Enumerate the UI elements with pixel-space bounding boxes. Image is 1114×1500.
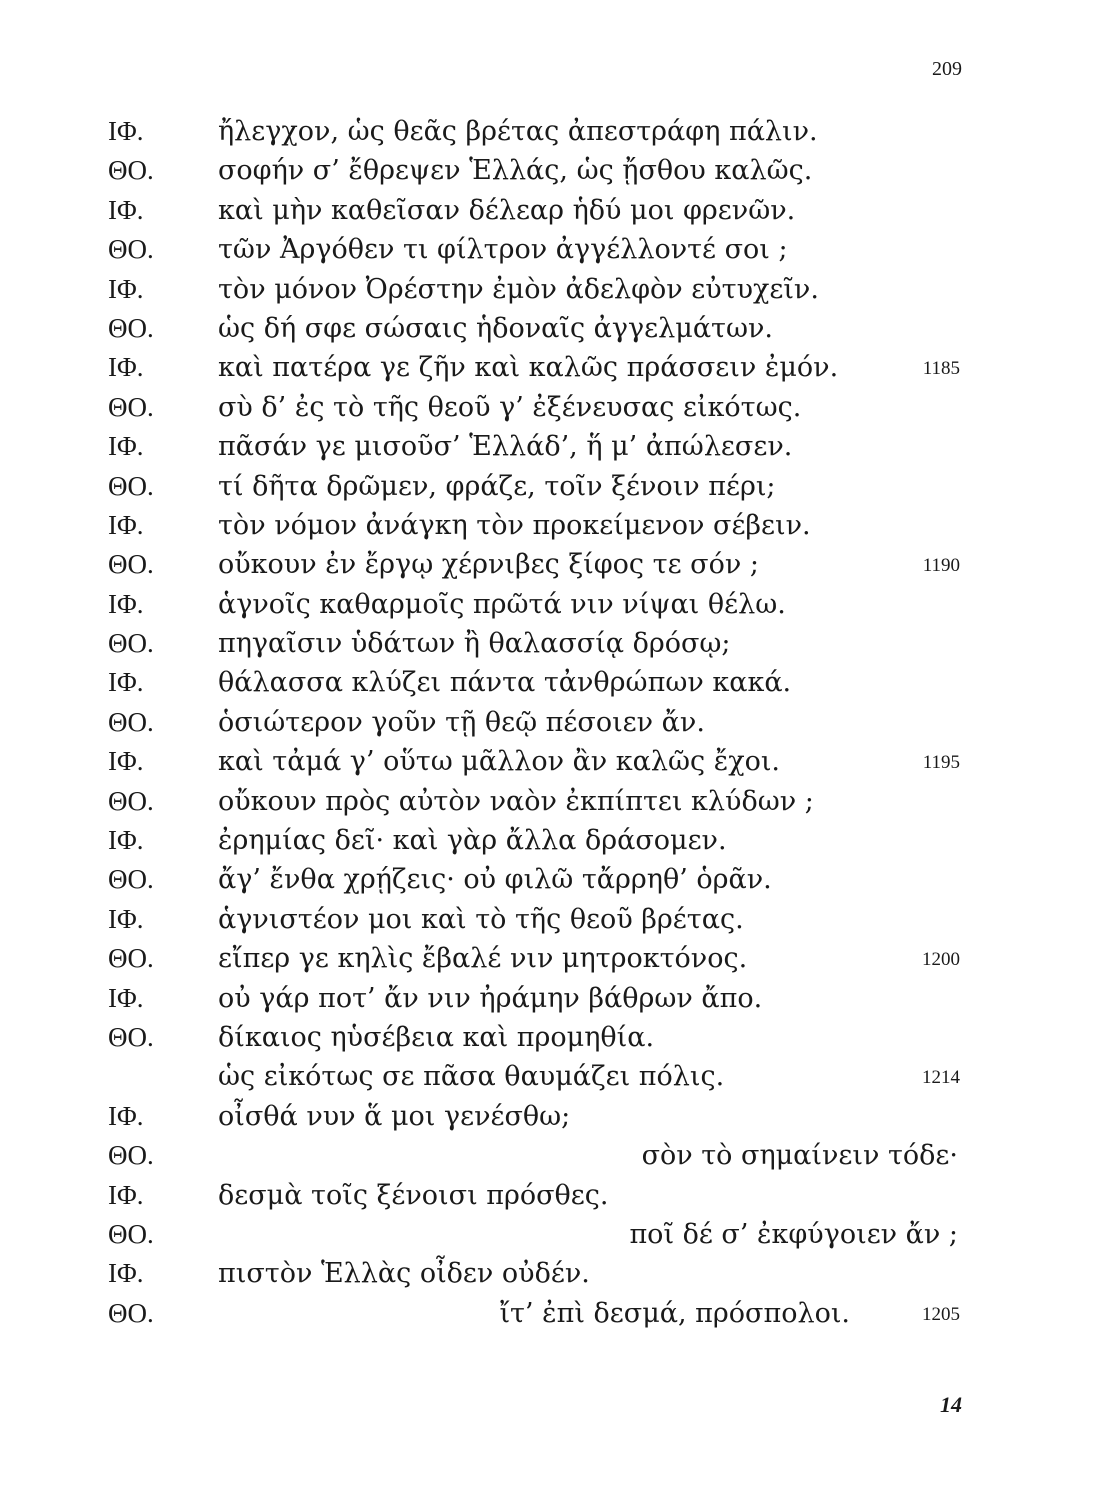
verse-text: πηγαῖσιν ὑδάτων ἢ θαλασσίᾳ δρόσῳ; bbox=[218, 628, 731, 660]
verse-line bbox=[0, 270, 1114, 309]
verse-text: τί δῆτα δρῶμεν, φράζε, τοῖν ξένοιν πέρι; bbox=[218, 470, 776, 502]
verse-line bbox=[0, 191, 1114, 230]
speaker-label: ΘΟ. bbox=[108, 1021, 154, 1052]
verse-line bbox=[0, 663, 1114, 702]
verse-line bbox=[0, 742, 1114, 781]
speaker-label: ΙΦ. bbox=[108, 588, 144, 619]
speaker-label: ΙΦ. bbox=[108, 431, 144, 462]
speaker-label: ΘΟ. bbox=[108, 943, 154, 974]
verse-line bbox=[0, 151, 1114, 190]
verse-line bbox=[0, 1018, 1114, 1057]
speaker-label: ΙΦ. bbox=[108, 1258, 144, 1289]
line-number: 1205 bbox=[922, 1303, 960, 1325]
speaker-label: ΙΦ. bbox=[108, 667, 144, 698]
verse-line bbox=[0, 388, 1114, 427]
verse-line bbox=[0, 467, 1114, 506]
speaker-label: ΘΟ. bbox=[108, 1140, 154, 1171]
speaker-label: ΙΦ. bbox=[108, 825, 144, 856]
speaker-label: ΙΦ. bbox=[108, 116, 144, 146]
verse-line bbox=[0, 900, 1114, 939]
line-number: 1200 bbox=[922, 949, 960, 971]
verse-line bbox=[0, 112, 1114, 151]
speaker-label: ΙΦ. bbox=[108, 746, 144, 777]
verse-line bbox=[0, 1294, 1114, 1333]
verse-text: ἁγνοῖς καθαρμοῖς πρῶτά νιν νίψαι θέλω. bbox=[218, 588, 786, 620]
speaker-label: ΙΦ. bbox=[108, 509, 144, 540]
speaker-label: ΘΟ. bbox=[108, 234, 154, 265]
verse-line bbox=[0, 1136, 1114, 1175]
verse-line bbox=[0, 979, 1114, 1018]
verse-text: ὁσιώτερον γοῦν τῇ θεῷ πέσοιεν ἄν. bbox=[218, 706, 705, 738]
verse-line bbox=[0, 939, 1114, 978]
verse-line bbox=[0, 585, 1114, 624]
speaker-label: ΙΦ. bbox=[108, 273, 144, 304]
line-number: 1214 bbox=[922, 1067, 960, 1089]
verse-text: τῶν Ἀργόθεν τι φίλτρον ἀγγέλλοντέ σοι ; bbox=[218, 234, 788, 266]
verse-line bbox=[0, 821, 1114, 860]
verse-text: καὶ πατέρα γε ζῆν καὶ καλῶς πράσσειν ἐμόν. bbox=[218, 352, 839, 384]
verse-line bbox=[0, 1254, 1114, 1293]
verse-text: ἐρημίας δεῖ· καὶ γὰρ ἄλλα δράσομεν. bbox=[218, 825, 727, 857]
verse-line bbox=[0, 1215, 1114, 1254]
verse-text: τὸν νόμον ἀνάγκη τὸν προκείμενον σέβειν. bbox=[218, 509, 811, 541]
signature-mark: 14 bbox=[940, 1392, 962, 1417]
verse-text: ἤλεγχον, ὡς θεᾶς βρέτας ἀπεστράφη πάλιν. bbox=[218, 116, 818, 147]
verse-line bbox=[0, 624, 1114, 663]
verse-text: ὡς εἰκότως σε πᾶσα θαυμάζει πόλις. bbox=[218, 1061, 725, 1093]
verse-text: ποῖ δέ σ’ ἐκφύγοιεν ἄν ; bbox=[629, 1218, 958, 1250]
verse-text: ὡς δή σφε σώσαις ἡδοναῖς ἀγγελμάτων. bbox=[218, 312, 774, 344]
speaker-label: ΙΦ. bbox=[108, 1179, 144, 1210]
verse-line bbox=[0, 782, 1114, 821]
verse-text: εἴπερ γε κηλὶς ἔβαλέ νιν μητροκτόνος. bbox=[218, 943, 748, 975]
verse-text: ἴτ’ ἐπὶ δεσμά, πρόσπολοι. bbox=[499, 1297, 850, 1329]
speaker-label: ΘΟ. bbox=[108, 628, 154, 659]
verse-text: τὸν μόνον Ὀρέστην ἐμὸν ἀδελφὸν εὐτυχεῖν. bbox=[218, 273, 819, 305]
speaker-label: ΘΟ. bbox=[108, 312, 154, 343]
verse-text: σὸν τὸ σημαίνειν τόδε· bbox=[641, 1140, 958, 1172]
verse-text: οὐ γάρ ποτ’ ἄν νιν ἠράμην βάθρων ἄπο. bbox=[218, 982, 763, 1014]
verse-text: καὶ τἀμά γ’ οὕτω μᾶλλον ἂν καλῶς ἔχοι. bbox=[218, 746, 781, 778]
speaker-label: ΘΟ. bbox=[108, 706, 154, 737]
speaker-label: ΘΟ. bbox=[108, 785, 154, 816]
speaker-label: ΙΦ. bbox=[108, 194, 144, 225]
speaker-label: ΙΦ. bbox=[108, 1100, 144, 1131]
verse-line bbox=[0, 506, 1114, 545]
speaker-label: ΙΦ. bbox=[108, 903, 144, 934]
verse-line bbox=[0, 427, 1114, 466]
verse-line bbox=[0, 309, 1114, 348]
verse-text: πᾶσάν γε μισοῦσ’ Ἑλλάδ’, ἥ μ’ ἀπώλεσεν. bbox=[218, 431, 793, 463]
verse-text: σὺ δ’ ἐς τὸ τῆς θεοῦ γ’ ἐξένευσας εἰκότως. bbox=[218, 391, 802, 423]
verse-line bbox=[0, 230, 1114, 269]
verse-line bbox=[0, 1097, 1114, 1136]
verse-line bbox=[0, 703, 1114, 742]
speaker-label: ΘΟ. bbox=[108, 549, 154, 580]
line-number: 1185 bbox=[922, 358, 960, 380]
verse-text: καὶ μὴν καθεῖσαν δέλεαρ ἡδύ μοι φρενῶν. bbox=[218, 194, 796, 226]
line-number: 1190 bbox=[922, 555, 960, 577]
speaker-label: ΘΟ. bbox=[108, 864, 154, 895]
page-number: 209 bbox=[932, 58, 962, 80]
verse-line bbox=[0, 1176, 1114, 1215]
verse-text: δίκαιος ηὑσέβεια καὶ προμηθία. bbox=[218, 1021, 655, 1053]
verse-line bbox=[0, 860, 1114, 899]
verse-text: οἶσθά νυν ἅ μοι γενέσθω; bbox=[218, 1100, 571, 1132]
speaker-label: ΘΟ. bbox=[108, 1218, 154, 1249]
verse-text: οὔκουν πρὸς αὐτὸν ναὸν ἐκπίπτει κλύδων ; bbox=[218, 785, 814, 817]
speaker-label: ΘΟ. bbox=[108, 155, 154, 186]
verse-list bbox=[0, 112, 1114, 1333]
verse-text: ἁγνιστέον μοι καὶ τὸ τῆς θεοῦ βρέτας. bbox=[218, 903, 744, 935]
speaker-label: ΘΟ. bbox=[108, 470, 154, 501]
speaker-label: ΘΟ. bbox=[108, 391, 154, 422]
speaker-label: ΘΟ. bbox=[108, 1297, 154, 1328]
verse-text: σοφήν σ’ ἔθρεψεν Ἑλλάς, ὡς ᾔσθου καλῶς. bbox=[218, 155, 813, 187]
verse-text: ἄγ’ ἔνθα χρῄζεις· οὐ φιλῶ τἄρρηθ’ ὁρᾶν. bbox=[218, 864, 772, 896]
verse-line bbox=[0, 1057, 1114, 1096]
speaker-label: ΙΦ. bbox=[108, 982, 144, 1013]
verse-line bbox=[0, 545, 1114, 584]
verse-text: πιστὸν Ἑλλὰς οἶδεν οὐδέν. bbox=[218, 1258, 590, 1290]
verse-text: οὔκουν ἐν ἔργῳ χέρνιβες ξίφος τε σόν ; bbox=[218, 549, 759, 581]
speaker-label: ΙΦ. bbox=[108, 352, 144, 383]
verse-text: θάλασσα κλύζει πάντα τἀνθρώπων κακά. bbox=[218, 667, 792, 699]
verse-line bbox=[0, 348, 1114, 387]
line-number: 1195 bbox=[922, 752, 960, 774]
verse-text: δεσμὰ τοῖς ξένοισι πρόσθες. bbox=[218, 1179, 609, 1211]
